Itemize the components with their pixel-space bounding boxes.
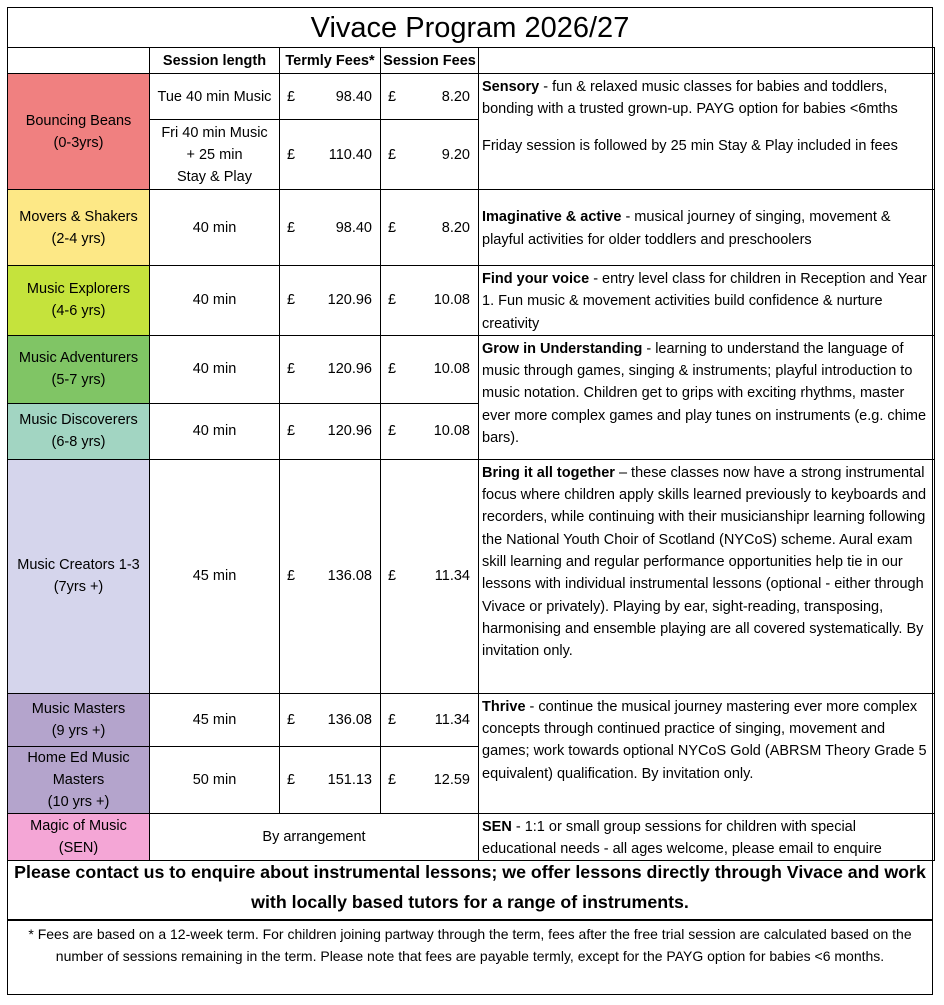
class-name: Magic of Music [30, 818, 127, 835]
class-name: Music Explorers [26, 281, 131, 298]
table-row [8, 459, 935, 693]
termly-fee-value: 120.96 [327, 423, 372, 440]
session-fee [381, 403, 479, 459]
description-cell [479, 693, 935, 813]
session-length: 40 min [150, 190, 280, 266]
termly-fee [280, 403, 381, 459]
class-ages: (9 yrs +) [51, 722, 106, 739]
header-description [479, 48, 935, 74]
currency-symbol: £ [287, 219, 296, 236]
description-text: - 1:1 or small group sessions for children with special educational needs - all ages welcome, please email to enquire [482, 818, 882, 858]
termly-fee-value: 136.08 [327, 711, 372, 728]
description-heading: Grow in Understanding [482, 340, 643, 357]
termly-fee [280, 120, 381, 190]
termly-fee [280, 266, 381, 336]
header-class [8, 48, 150, 74]
termly-fee-value: 120.96 [327, 292, 372, 309]
session-length-line: Stay & Play [177, 168, 252, 185]
session-length [150, 120, 280, 190]
table-row [8, 266, 935, 336]
session-fee [381, 120, 479, 190]
description-text: - musical journey of singing, movement & playful activities for older toddlers and preschoolers [482, 209, 891, 248]
class-ages: (5-7 yrs) [51, 372, 106, 389]
description-heading: Bring it all together [482, 464, 615, 481]
class-name: Home Ed Music Masters [27, 749, 130, 788]
termly-fee [280, 190, 381, 266]
header-session-fees: Session Fees [381, 48, 479, 74]
class-name: Movers & Shakers [19, 208, 138, 225]
session-length: 40 min [150, 266, 280, 336]
termly-fee [280, 746, 381, 813]
currency-symbol: £ [287, 423, 296, 440]
description-cell [479, 459, 935, 693]
description-heading: Find your voice [482, 271, 590, 287]
session-fee-value: 8.20 [441, 219, 470, 236]
table-row [8, 74, 935, 120]
description-text: - fun & relaxed music classes for babies and toddlers, bonding with a trusted grown-up. PAYG option for babies <6mths [482, 79, 898, 118]
page-title: Vivace Program 2026/27 [310, 12, 630, 44]
class-ages: (7yrs +) [53, 579, 104, 596]
session-fee [381, 335, 479, 403]
description-cell [479, 335, 935, 459]
currency-symbol: £ [388, 88, 397, 105]
class-ages: (SEN) [58, 840, 99, 857]
currency-symbol: £ [287, 146, 296, 163]
table-row [8, 335, 935, 403]
currency-symbol: £ [287, 711, 296, 728]
description-heading: SEN [482, 818, 512, 835]
session-fee-value: 12.59 [433, 771, 470, 788]
currency-symbol: £ [287, 361, 296, 378]
program-table [7, 47, 935, 861]
currency-symbol: £ [287, 568, 296, 585]
header-row [8, 48, 935, 74]
currency-symbol: £ [388, 568, 397, 585]
class-cell [8, 746, 150, 813]
class-name: Music Adventurers [18, 350, 139, 367]
termly-fee-value: 151.13 [327, 771, 372, 788]
description-text: - learning to understand the language of music through games, singing & instruments; playful introduction to music notation. Children get to grips with exciting rhythms, master ever more complex games and play tunes on instruments (e.g. chime bars). [482, 340, 927, 447]
session-length: Tue 40 min Music [150, 74, 280, 120]
currency-symbol: £ [388, 292, 397, 309]
description-text: - entry level class for children in Reception and Year 1. Fun music & movement activities build confidence & nurture creativity [482, 271, 927, 332]
termly-fee [280, 693, 381, 746]
class-cell [8, 403, 150, 459]
class-cell [8, 266, 150, 336]
session-fee [381, 746, 479, 813]
header-termly-fees: Termly Fees* [280, 48, 381, 74]
description-note: Friday session is followed by 25 min Stay & Play included in fees [482, 137, 898, 154]
termly-fee-value: 136.08 [327, 568, 372, 585]
description-heading: Imaginative & active [482, 209, 622, 226]
description-heading: Sensory [482, 79, 540, 95]
currency-symbol: £ [287, 88, 296, 105]
currency-symbol: £ [388, 771, 397, 788]
description-text: - continue the musical journey mastering ever more complex concepts through continued practice of singing, movement and games; work towards optional NYCoS Gold (ABRSM Theory Grade 5 equivalent) qualification. By invitation only. [482, 698, 927, 782]
class-ages: (10 yrs +) [47, 793, 110, 810]
termly-fee-value: 120.96 [327, 361, 372, 378]
termly-fee-value: 98.40 [335, 88, 372, 105]
currency-symbol: £ [388, 423, 397, 440]
currency-symbol: £ [388, 711, 397, 728]
fees-footnote: * Fees are based on a 12-week term. For children joining partway through the term, fees after the free trial session are calculated based on the number of sessions remaining in the term. Please note that fees are payable termly, except for the PAYG option for babies <6 months. [28, 926, 912, 964]
session-length: 45 min [150, 459, 280, 693]
currency-symbol: £ [388, 361, 397, 378]
description-cell [479, 74, 935, 190]
description-cell [479, 190, 935, 266]
class-cell [8, 335, 150, 403]
session-fee-value: 10.08 [433, 292, 470, 309]
session-fee-value: 10.08 [433, 361, 470, 378]
header-session-length: Session length [150, 48, 280, 74]
class-name: Music Discoverers [19, 412, 138, 429]
session-length: 40 min [150, 335, 280, 403]
description-heading: Thrive [482, 698, 526, 715]
class-cell [8, 693, 150, 746]
description-text: – these classes now have a strong instrumental focus where children apply skills learned previously to keyboards and recorders, while continuing with their musicianshipr learning following the National Youth Choir of Scotland (NYCoS) scheme. Aural exam skill learning and regular performance opportunities help tie in our lessons with individual instrumental lessons (optional - either through Vivace or privately). Playing by ear, sight-reading, transposing, harmonising and ensemble playing are all covered systematically. By invitation only. [482, 464, 927, 660]
class-name: Music Creators 1-3 [17, 557, 140, 574]
table-row [8, 693, 935, 746]
currency-symbol: £ [287, 292, 296, 309]
session-fee-value: 9.20 [441, 146, 470, 163]
session-fee-value: 11.34 [434, 711, 470, 728]
termly-fee-value: 110.40 [328, 146, 372, 163]
session-length: 50 min [150, 746, 280, 813]
termly-fee-value: 98.40 [335, 219, 372, 236]
session-fee [381, 459, 479, 693]
instrumental-lessons-notice: Please contact us to enquire about instrumental lessons; we offer lessons directly through Vivace and work with locally based tutors for a range of instruments. [8, 853, 932, 921]
class-ages: (6-8 yrs) [51, 434, 106, 451]
session-length: 40 min [150, 403, 280, 459]
session-fee [381, 74, 479, 120]
session-fee-value: 11.34 [434, 568, 470, 585]
table-row [8, 190, 935, 266]
session-fee-value: 10.08 [433, 423, 470, 440]
session-fee [381, 190, 479, 266]
session-fee [381, 693, 479, 746]
session-fee-value: 8.20 [441, 88, 470, 105]
currency-symbol: £ [287, 771, 296, 788]
currency-symbol: £ [388, 146, 397, 163]
class-cell [8, 459, 150, 693]
termly-fee [280, 459, 381, 693]
currency-symbol: £ [388, 219, 397, 236]
termly-fee [280, 74, 381, 120]
description-cell [479, 266, 935, 336]
class-cell [8, 74, 150, 190]
session-length: By arrangement [150, 813, 479, 861]
class-name: Bouncing Beans [25, 112, 132, 129]
class-ages: (2-4 yrs) [51, 230, 106, 247]
class-ages: (4-6 yrs) [51, 303, 106, 320]
class-cell [8, 190, 150, 266]
session-fee [381, 266, 479, 336]
class-name: Music Masters [31, 700, 126, 717]
session-length-line: + 25 min [186, 146, 243, 163]
session-length-line: Fri 40 min Music [161, 124, 268, 141]
termly-fee [280, 335, 381, 403]
class-ages: (0-3yrs) [53, 134, 104, 151]
session-length: 45 min [150, 693, 280, 746]
